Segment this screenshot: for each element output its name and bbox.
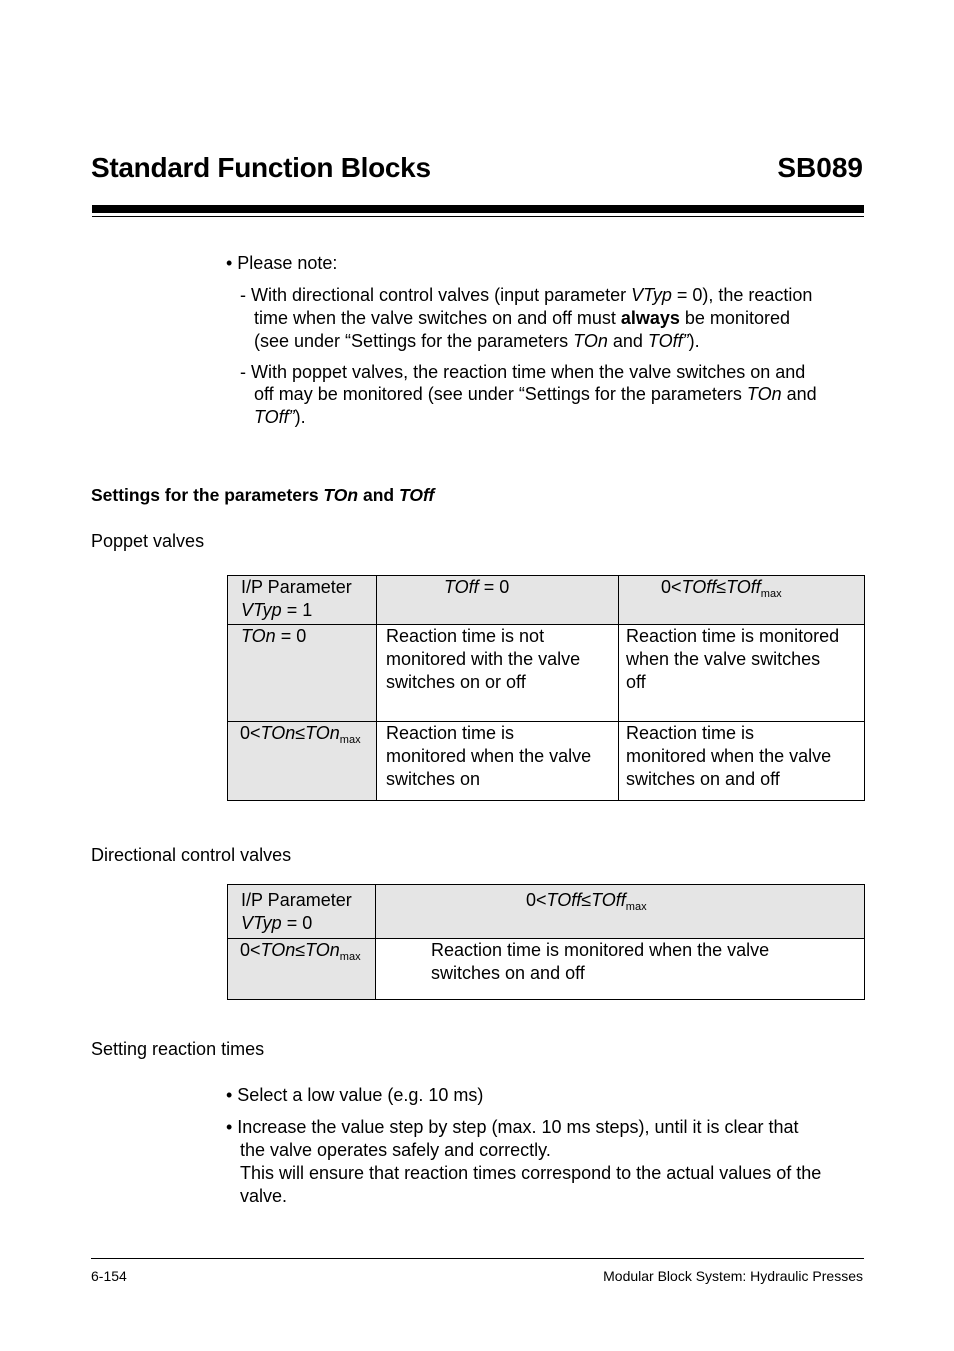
heading-text: Settings for the parameters	[91, 485, 324, 505]
param-value: = 1	[281, 600, 313, 620]
param-toff: TOff	[398, 485, 435, 505]
table-cell	[376, 939, 865, 1000]
cell-line: switches on or off	[386, 672, 526, 692]
header-cell-param	[228, 885, 376, 939]
cell-line: monitored when the valve	[386, 746, 592, 766]
cell-line: Reaction time is	[386, 723, 515, 743]
note-item1-text: (see under “Settings for the parameters	[254, 331, 574, 351]
cell-line: Reaction time is not	[386, 626, 545, 646]
row-header-ton-range	[228, 939, 376, 1000]
cell-line: when the valve switches	[626, 649, 821, 669]
document-title: Modular Block System: Hydraulic Presses	[603, 1268, 863, 1284]
header-rule-thin	[92, 216, 864, 217]
param-label: I/P Parameter	[241, 890, 352, 910]
note-item2-line3	[254, 406, 306, 429]
table-cell	[377, 722, 619, 801]
param-value: = 0	[478, 577, 510, 597]
range-prefix: 0<	[240, 723, 261, 743]
table-header-row	[228, 885, 865, 939]
reaction-bullet-1: • Select a low value (e.g. 10 ms)	[226, 1085, 484, 1105]
cell-line: monitored with the valve	[386, 649, 581, 669]
param-ton: TOn	[260, 723, 296, 743]
param-ton: TOn	[305, 940, 340, 960]
param-vtyp-value	[241, 599, 370, 622]
header-cell-toff-range	[619, 576, 865, 625]
cell-line: Reaction time is monitored when the valve	[431, 940, 770, 960]
reaction-times-label: Setting reaction times	[91, 1039, 265, 1059]
param-toff: TOff”	[647, 331, 689, 351]
param-toff: TOff	[681, 577, 717, 597]
param-vtyp: VTyp	[241, 913, 282, 933]
block-code: SB089	[777, 152, 863, 183]
range-prefix: 0<	[240, 940, 261, 960]
note-item1-text: - With directional control valves (input parameter	[240, 285, 632, 305]
note-item1-text: and	[607, 331, 648, 351]
note-item2-text: and	[781, 384, 817, 404]
note-item1-text: be monitored	[679, 308, 790, 328]
param-ton: TOn	[746, 384, 782, 404]
header-cell-toff-zero	[377, 576, 619, 625]
note-item1-text: time when the valve switches on and off must	[254, 308, 621, 328]
cell-line: Reaction time is	[626, 723, 755, 743]
table-cell	[619, 625, 865, 722]
note-item1-text: = 0), the reaction	[671, 285, 813, 305]
table-row	[228, 625, 865, 722]
page-number: 6-154	[91, 1268, 127, 1284]
cell-line: off	[626, 672, 646, 692]
le-symbol: ≤	[295, 940, 306, 960]
row-header-ton-range	[228, 722, 377, 801]
cell-line: monitored when the valve	[626, 746, 832, 766]
reaction-bullet-2-line3: This will ensure that reaction times correspond to the actual values of the	[240, 1163, 822, 1183]
poppet-valves-table	[227, 575, 865, 801]
table-row	[228, 722, 865, 801]
range-prefix: 0<	[661, 577, 682, 597]
toff-range-label	[619, 576, 864, 606]
directional-valves-table	[227, 884, 865, 1000]
param-value: = 0	[275, 626, 307, 646]
note-item2-text: ).	[294, 407, 306, 427]
section-heading	[91, 484, 434, 507]
le-symbol: ≤	[581, 890, 592, 910]
emphasis-always: always	[620, 308, 680, 328]
cell-line: switches on and off	[431, 963, 585, 983]
toff-zero-label	[377, 576, 618, 599]
header-cell-toff-range	[376, 885, 865, 939]
subscript-max: max	[760, 588, 782, 600]
table-cell	[619, 722, 865, 801]
cell-line: switches on	[386, 769, 481, 789]
table-row	[228, 939, 865, 1000]
param-ton: TOn	[573, 331, 608, 351]
note-item2-line1: - With poppet valves, the reaction time when the valve switches on and	[240, 362, 806, 382]
le-symbol: ≤	[716, 577, 727, 597]
range-prefix: 0<	[526, 890, 547, 910]
reaction-bullet-2-line2: the valve operates safely and correctly.	[240, 1140, 551, 1160]
param-ton: TOn	[241, 626, 276, 646]
param-vtyp-value	[241, 912, 369, 935]
note-item1-line3	[254, 330, 700, 353]
param-vtyp: VTyp	[241, 600, 282, 620]
param-vtyp: VTyp	[631, 285, 672, 305]
cell-line: Reaction time is monitored	[626, 626, 840, 646]
poppet-valves-label: Poppet valves	[91, 531, 205, 551]
subscript-max: max	[339, 734, 361, 746]
subscript-max: max	[339, 951, 361, 963]
param-ton: TOn	[260, 940, 296, 960]
note-item2-line2	[254, 383, 817, 406]
reaction-bullet-2-line4: valve.	[240, 1186, 288, 1206]
le-symbol: ≤	[295, 723, 306, 743]
note-item1-line1	[240, 284, 812, 307]
row-header-ton-zero	[228, 625, 377, 722]
table-cell	[377, 625, 619, 722]
param-toff: TOff	[591, 890, 626, 910]
table-header-row	[228, 576, 865, 625]
param-toff: TOff	[726, 577, 761, 597]
subscript-max: max	[625, 901, 647, 913]
param-toff: TOff	[444, 577, 479, 597]
page-title: Standard Function Blocks	[91, 152, 431, 183]
param-ton: TOn	[323, 485, 359, 505]
param-toff: TOff	[546, 890, 582, 910]
note-intro: • Please note:	[226, 253, 338, 273]
param-ton: TOn	[305, 723, 340, 743]
param-toff: TOff”	[254, 407, 295, 427]
param-value: = 0	[281, 913, 313, 933]
reaction-bullet-2-line1: • Increase the value step by step (max. 10 ms steps), until it is clear that	[226, 1117, 799, 1137]
header-rule-thick	[92, 205, 864, 213]
note-item1-line2	[254, 307, 790, 330]
header-cell-param	[228, 576, 377, 625]
directional-valves-label: Directional control valves	[91, 845, 292, 865]
cell-line: switches on and off	[626, 769, 780, 789]
param-label: I/P Parameter	[241, 577, 352, 597]
heading-text: and	[358, 485, 399, 505]
note-item2-text: off may be monitored (see under “Settings for the parameters	[254, 384, 747, 404]
footer-rule	[91, 1258, 864, 1259]
toff-range-label	[376, 885, 864, 919]
note-item1-text: ).	[688, 331, 700, 351]
